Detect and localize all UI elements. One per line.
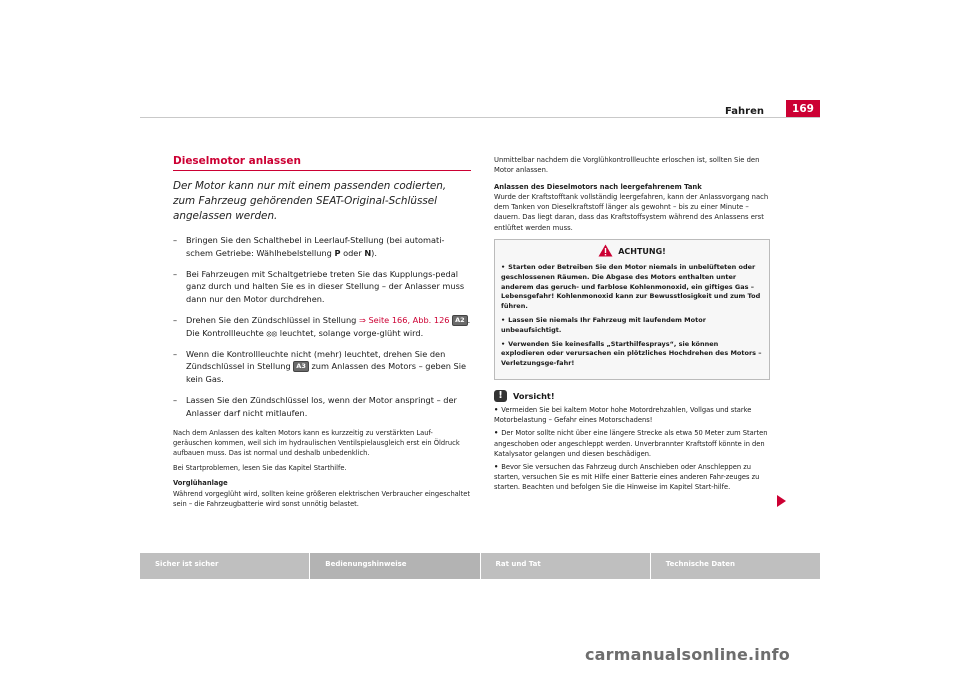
empty-tank-heading: Anlassen des Dieselmotors nach leergefahrenem Tank <box>494 182 702 191</box>
preglow-warning-icon: ⦻⦻ <box>266 327 278 338</box>
left-column <box>173 155 471 514</box>
list-item: • Starten oder Betreiben Sie den Motor niemals in unbelüfteten oder geschlossenen Räumen. Die Abgase des Motors enthalten unter anderem das geruch- und farblose Kohlenmonoxid, ein giftiges Gas – Lebensgefahr! Kohlenmonoxid kann zur Bewusstlosigkeit und zum Tod führen. <box>501 263 761 311</box>
warning-triangle-icon <box>598 244 613 259</box>
footer-nav <box>140 553 820 579</box>
preglow-heading: Vorglühanlage <box>173 479 228 488</box>
list-item: • Der Motor sollte nicht über eine längere Strecke als etwa 50 Meter zum Starten angeschoben oder angeschleppt werden. Unverbrannter Kraftstoff könnte in den Katalysator gelangen und diesen beschädigen. <box>494 429 768 458</box>
list-item: – Wenn die Kontrollleuchte nicht (mehr) leuchtet, drehen Sie den Zündschlüssel in Stellung A3 zum Anlassen des Motors – geben Sie kein Gas. <box>173 348 467 385</box>
note-paragraph: Bei Startproblemen, lesen Sie das Kapitel Starthilfe. <box>173 464 347 473</box>
steps-list <box>173 234 471 420</box>
tab-bedienungshinweise[interactable]: Bedienungshinweise <box>309 553 479 579</box>
list-item: • Lassen Sie niemals Ihr Fahrzeug mit laufendem Motor unbeaufsichtigt. <box>501 316 706 334</box>
note-paragraph: Nach dem Anlassen des kalten Motors kann es kurzzeitig zu verstärkten Lauf-geräuschen kommen, weil sich im hydraulischen Ventilspielausgleich erst ein Öldruck aufbauen muss. Das ist normal und deshalb unbedenklich. <box>173 428 460 457</box>
empty-tank-text: Wurde der Kraftstofftank vollständig leergefahren, kann der Anlassvorgang nach dem Tanken von Dieselkraftstoff länger als gewohnt – bis zu einer Minute – dauern. Das liegt daran, dass das Kraftstoffsystem während des Anlassens erst entlüftet werden muss. <box>494 192 769 232</box>
right-paragraph: Unmittelbar nachdem die Vorglühkontrollleuchte erloschen ist, sollten Sie den Motor anlassen. <box>494 156 760 175</box>
caution-title: Vorsicht! <box>513 391 555 402</box>
section-title: Dieselmotor anlassen <box>173 155 471 171</box>
intro-text: Der Motor kann nur mit einem passenden codierten, zum Fahrzeug gehörenden SEAT-Original-Schlüssel angelassen werden. <box>173 180 447 222</box>
tab-technische-daten[interactable]: Technische Daten <box>650 553 820 579</box>
list-item: • Vermeiden Sie bei kaltem Motor hohe Motordrehzahlen, Vollgas und starke Motorbelastung – Gefahr eines Motorschadens! <box>494 406 752 425</box>
page-number: 169 <box>786 100 820 118</box>
header-title: Fahren <box>725 106 764 117</box>
list-item: • Verwenden Sie keinesfalls „Starthilfesprays“, sie können explodieren oder verursachen ein plötzliches Hochdrehen des Motors – Verletzungsge-fahr! <box>501 339 762 368</box>
caution-icon: ! <box>494 390 507 402</box>
preglow-text: Während vorgeglüht wird, sollten keine größeren elektrischen Verbraucher eingeschaltet sein – die Fahrzeugbatterie wird sonst unnötig belastet. <box>173 489 470 508</box>
position-badge-a2: A2 <box>452 315 468 326</box>
list-item: – Bei Fahrzeugen mit Schaltgetriebe treten Sie das Kupplungs-pedal ganz durch und halten Sie es in dieser Stellung – der Anlasser muss dann nur den Motor durchdrehen. <box>173 268 465 305</box>
position-badge-a3: A3 <box>293 361 309 372</box>
warning-title: ACHTUNG! <box>618 247 666 257</box>
list-item: – Bringen Sie den Schalthebel in Leerlauf-Stellung (bei automati-schem Getriebe: Wählhebelstellung P oder N). <box>173 235 445 258</box>
tab-sicher-ist-sicher[interactable]: Sicher ist sicher <box>140 553 309 579</box>
next-page-arrow-icon[interactable] <box>777 495 786 507</box>
list-item: – Lassen Sie den Zündschlüssel los, wenn der Motor anspringt – der Anlasser darf nicht mitlaufen. <box>173 394 457 418</box>
tab-rat-und-tat[interactable]: Rat und Tat <box>480 553 650 579</box>
cross-ref-arrow-icon: ⇒ <box>358 314 366 325</box>
header-rule <box>140 117 820 118</box>
watermark: carmanualsonline.info <box>585 645 790 664</box>
list-item: • Bevor Sie versuchen das Fahrzeug durch Anschieben oder Anschleppen zu starten, versuchen Sie es mit Hilfe einer Batterie eines anderen Fahr-zeuges zu starten. Beachten und befolgen Sie die Hinweise im Kapitel Start-hilfe. <box>494 463 760 492</box>
right-column <box>494 155 770 493</box>
warning-box <box>494 239 770 380</box>
notes <box>173 428 471 509</box>
list-item: – Drehen Sie den Zündschlüssel in Stellung ⇒ Seite 166, Abb. 126 A2 . Die Kontrollleuchte ⦻⦻ leuchtet, solange vorge-glüht wird. <box>173 314 471 338</box>
cross-ref-link[interactable]: Seite 166, Abb. 126 <box>365 314 453 325</box>
